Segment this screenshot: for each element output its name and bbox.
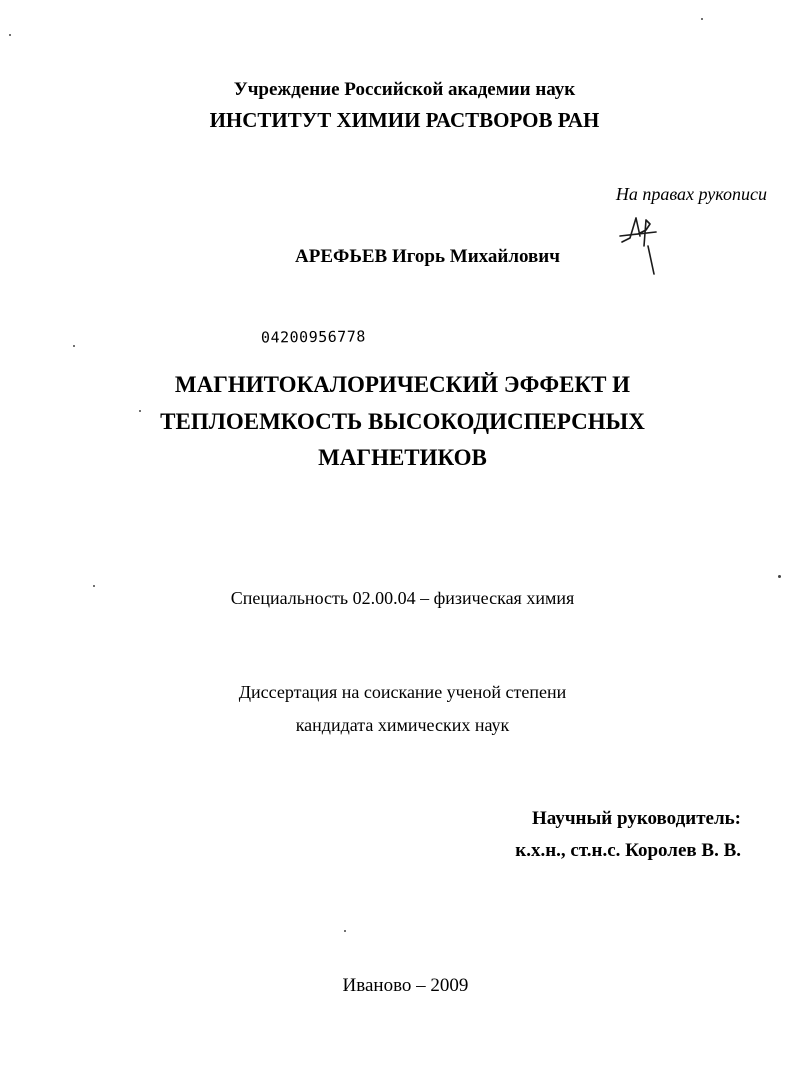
specialty: Специальность 02.00.04 – физическая химия	[230, 588, 575, 608]
archive-stamp-number: 04200956778	[260, 327, 366, 347]
scan-speck	[139, 410, 141, 412]
degree-line-1: Диссертация на соискание ученой степени	[238, 682, 567, 702]
signature-mark	[616, 212, 664, 276]
scan-speck	[701, 18, 703, 20]
rights-notice: На правах рукописи	[615, 184, 767, 204]
scan-speck	[73, 345, 75, 347]
supervisor-label: Научный руководитель:	[532, 808, 741, 829]
thesis-title-line-3: МАГНЕТИКОВ	[318, 445, 487, 470]
institution-name: ИНСТИТУТ ХИМИИ РАСТВОРОВ РАН	[209, 108, 600, 132]
thesis-title-line-1: МАГНИТОКАЛОРИЧЕСКИЙ ЭФФЕКТ И	[174, 372, 631, 397]
thesis-title-line-2: ТЕПЛОЕМКОСТЬ ВЫСОКОДИСПЕРСНЫХ	[160, 409, 645, 434]
degree-line-2: кандидата химических наук	[295, 715, 510, 735]
scan-speck	[344, 930, 346, 932]
scan-speck	[778, 575, 781, 578]
institution-subtitle: Учреждение Российской академии наук	[233, 79, 576, 100]
place-and-year: Иваново – 2009	[342, 975, 469, 996]
scan-speck	[93, 585, 95, 587]
supervisor-name: к.х.н., ст.н.с. Королев В. В.	[515, 840, 741, 861]
author-name: АРЕФЬЕВ Игорь Михайлович	[295, 246, 560, 267]
scan-speck	[9, 34, 11, 36]
